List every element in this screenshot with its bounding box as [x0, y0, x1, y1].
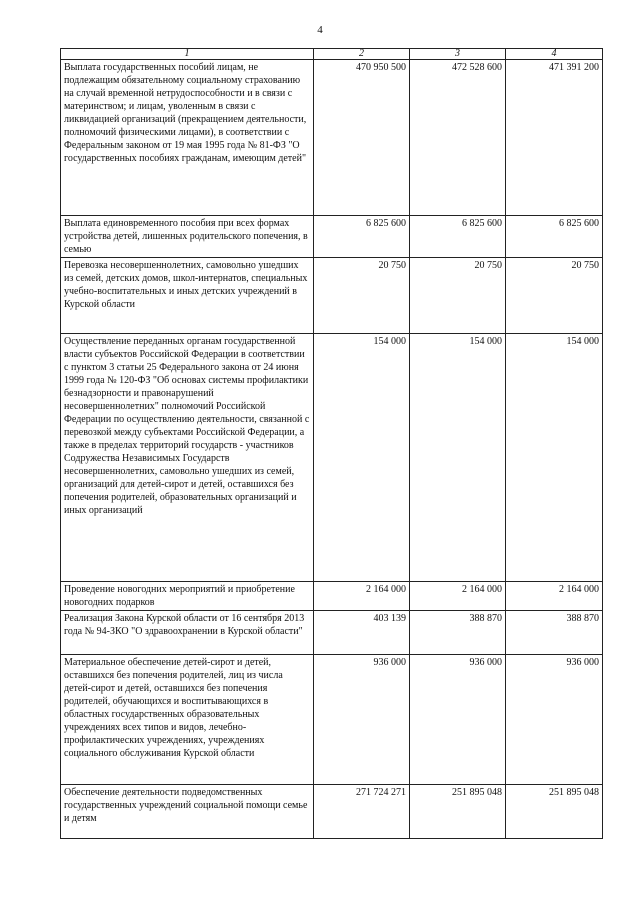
- row-value-col-3: 6 825 600: [410, 216, 506, 258]
- table-row: [61, 785, 603, 839]
- row-value-col-2: 403 139: [314, 611, 410, 655]
- table-row: [61, 655, 603, 785]
- row-description: Обеспечение деятельности подведомственных государственных учреждений социальной помощи семье и детям: [61, 785, 314, 839]
- row-description: Реализация Закона Курской области от 16 сентября 2013 года № 94-ЗКО "О здравоохранении в Курской области": [61, 611, 314, 655]
- budget-table: [60, 48, 603, 839]
- table-row: [61, 611, 603, 655]
- table-row: [61, 216, 603, 258]
- row-value-col-3: 20 750: [410, 258, 506, 334]
- header-col-1: 1: [61, 49, 314, 60]
- header-row: [61, 49, 603, 60]
- row-value-col-2: 6 825 600: [314, 216, 410, 258]
- header-col-4: 4: [506, 49, 603, 60]
- table-body: [61, 60, 603, 839]
- row-value-col-4: 936 000: [506, 655, 603, 785]
- row-value-col-4: 471 391 200: [506, 60, 603, 216]
- row-value-col-3: 251 895 048: [410, 785, 506, 839]
- row-value-col-4: 154 000: [506, 334, 603, 582]
- row-description: Выплата единовременного пособия при всех формах устройства детей, лишенных родительского попечения, в семью: [61, 216, 314, 258]
- table-header: [61, 49, 603, 60]
- table-row: [61, 258, 603, 334]
- table-row: [61, 334, 603, 582]
- row-value-col-3: 388 870: [410, 611, 506, 655]
- row-value-col-3: 154 000: [410, 334, 506, 582]
- row-description: Осуществление переданных органам государственной власти субъектов Российской Федерации в соответствии с пунктом 3 статьи 25 Федерального закона от 24 июня 1999 года № 120-ФЗ "Об основах системы профилактики безнадзорности и правонарушений несовершеннолетних" полномочий Российской Федерации по осуществлению деятельности, связанной с перевозкой между субъектами Российской Федерации, а также в пределах территорий государств - участников Содружества Независимых Государств несовершеннолетних, самовольно ушедших из семей, организаций для детей-сирот и детей, оставшихся без попечения родителей, образовательных организаций и иных организаций: [61, 334, 314, 582]
- row-value-col-4: 2 164 000: [506, 582, 603, 611]
- table-row: [61, 60, 603, 216]
- row-value-col-2: 470 950 500: [314, 60, 410, 216]
- row-value-col-4: 251 895 048: [506, 785, 603, 839]
- row-value-col-2: 936 000: [314, 655, 410, 785]
- row-value-col-4: 20 750: [506, 258, 603, 334]
- row-value-col-3: 2 164 000: [410, 582, 506, 611]
- row-description: Перевозка несовершеннолетних, самовольно ушедших из семей, детских домов, школ-интернатов, специальных учебно-воспитательных и иных детских учреждений в Курской области: [61, 258, 314, 334]
- row-value-col-4: 6 825 600: [506, 216, 603, 258]
- row-value-col-2: 20 750: [314, 258, 410, 334]
- row-description: Проведение новогодних мероприятий и приобретение новогодних подарков: [61, 582, 314, 611]
- row-value-col-2: 271 724 271: [314, 785, 410, 839]
- row-value-col-4: 388 870: [506, 611, 603, 655]
- row-value-col-3: 472 528 600: [410, 60, 506, 216]
- row-description: Материальное обеспечение детей-сирот и детей, оставшихся без попечения родителей, лиц из числа детей-сирот и детей, оставшихся без попечения родителей, обучающихся и воспитывающихся в областных государственных образовательных учреждениях всех типов и видов, лечебно-профилактических учреждениях, учреждениях социального обслуживания Курской области: [61, 655, 314, 785]
- row-value-col-2: 2 164 000: [314, 582, 410, 611]
- row-value-col-3: 936 000: [410, 655, 506, 785]
- header-col-2: 2: [314, 49, 410, 60]
- row-description: Выплата государственных пособий лицам, не подлежащим обязательному социальному страхованию на случай временной нетрудоспособности и в связи с материнством; и лицам, уволенным в связи с ликвидацией организаций (прекращением деятельности, полномочий физическими лицами), в соответствии с Федеральным законом от 19 мая 1995 года № 81-ФЗ "О государственных пособиях гражданам, имеющим детей": [61, 60, 314, 216]
- page-number: 4: [317, 24, 323, 36]
- header-col-3: 3: [410, 49, 506, 60]
- row-value-col-2: 154 000: [314, 334, 410, 582]
- table-row: [61, 582, 603, 611]
